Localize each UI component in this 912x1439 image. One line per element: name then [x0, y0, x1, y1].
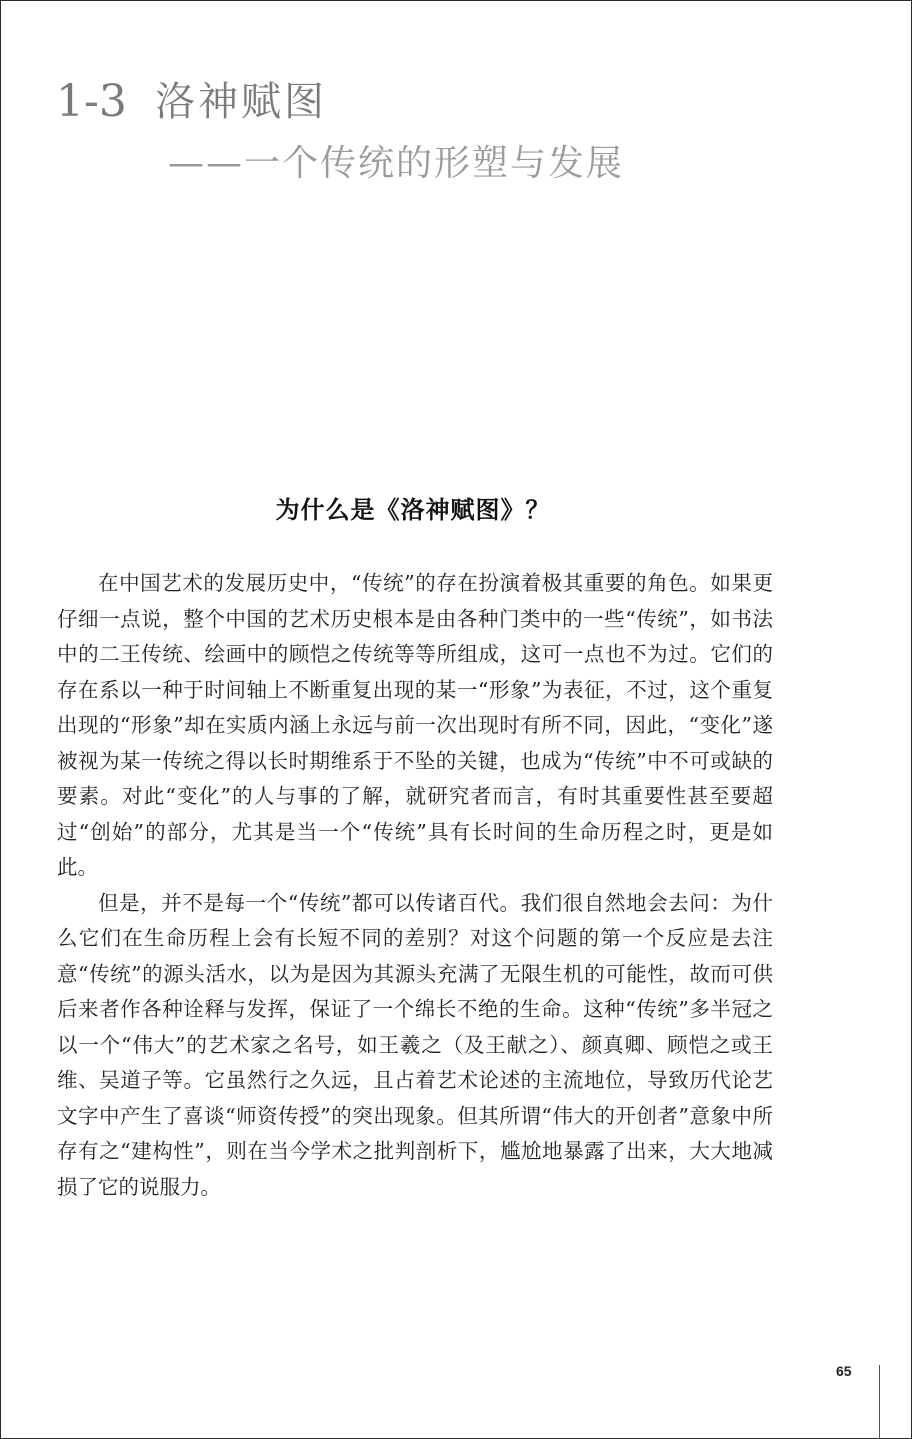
paragraph: 但是，并不是每一个“传统”都可以传诸百代。我们很自然地会去问：为什么它们在生命历程上会有长短不同的差别？对这个问题的第一个反应是去注意“传统”的源头活水，以为是因为其源头充满了无限生机的可能性，故而可供后来者作各种诠释与发挥，保证了一个绵长不绝的生命。这种“传统”多半冠之以一个“伟大”的艺术家之名号，如王羲之（及王献之）、颜真卿、顾恺之或王维、吴道子等。它虽然行之久远，且占着艺术论述的主流地位，导致历代论艺文字中产生了喜谈“师资传授”的突出现象。但其所谓“伟大的开创者”意象中所存有之“建构性”，则在当今学术之批判剖析下，尴尬地暴露了出来，大大地减损了它的说服力。 [57, 890, 773, 1199]
chapter-number: 1-3 [56, 76, 127, 127]
page-number: 65 [836, 1363, 852, 1379]
margin-rule [879, 1365, 880, 1439]
body-text [57, 566, 773, 1205]
section-heading: 为什么是《洛神赋图》？ [275, 495, 551, 524]
chapter-title: 洛神赋图 [155, 79, 327, 125]
paragraph: 在中国艺术的发展历史中，“传统”的存在扮演着极其重要的角色。如果更仔细一点说，整个中国的艺术历史根本是由各种门类中的一些“传统”，如书法中的二王传统、绘画中的顾恺之传统等等所组成，这可一点也不为过。它们的存在系以一种于时间轴上不断重复出现的某一“形象”为表征，不过，这个重复出现的“形象”却在实质内涵上永远与前一次出现时有所不同，因此，“变化”遂被视为某一传统之得以长时期维系于不坠的关键，也成为“传统”中不可或缺的要素。对此“变化”的人与事的了解，就研究者而言，有时其重要性甚至要超过“创始”的部分，尤其是当一个“传统”具有长时间的生命历程之时，更是如此。 [57, 571, 773, 879]
chapter-subtitle: ——一个传统的形塑与发展 [168, 143, 625, 184]
